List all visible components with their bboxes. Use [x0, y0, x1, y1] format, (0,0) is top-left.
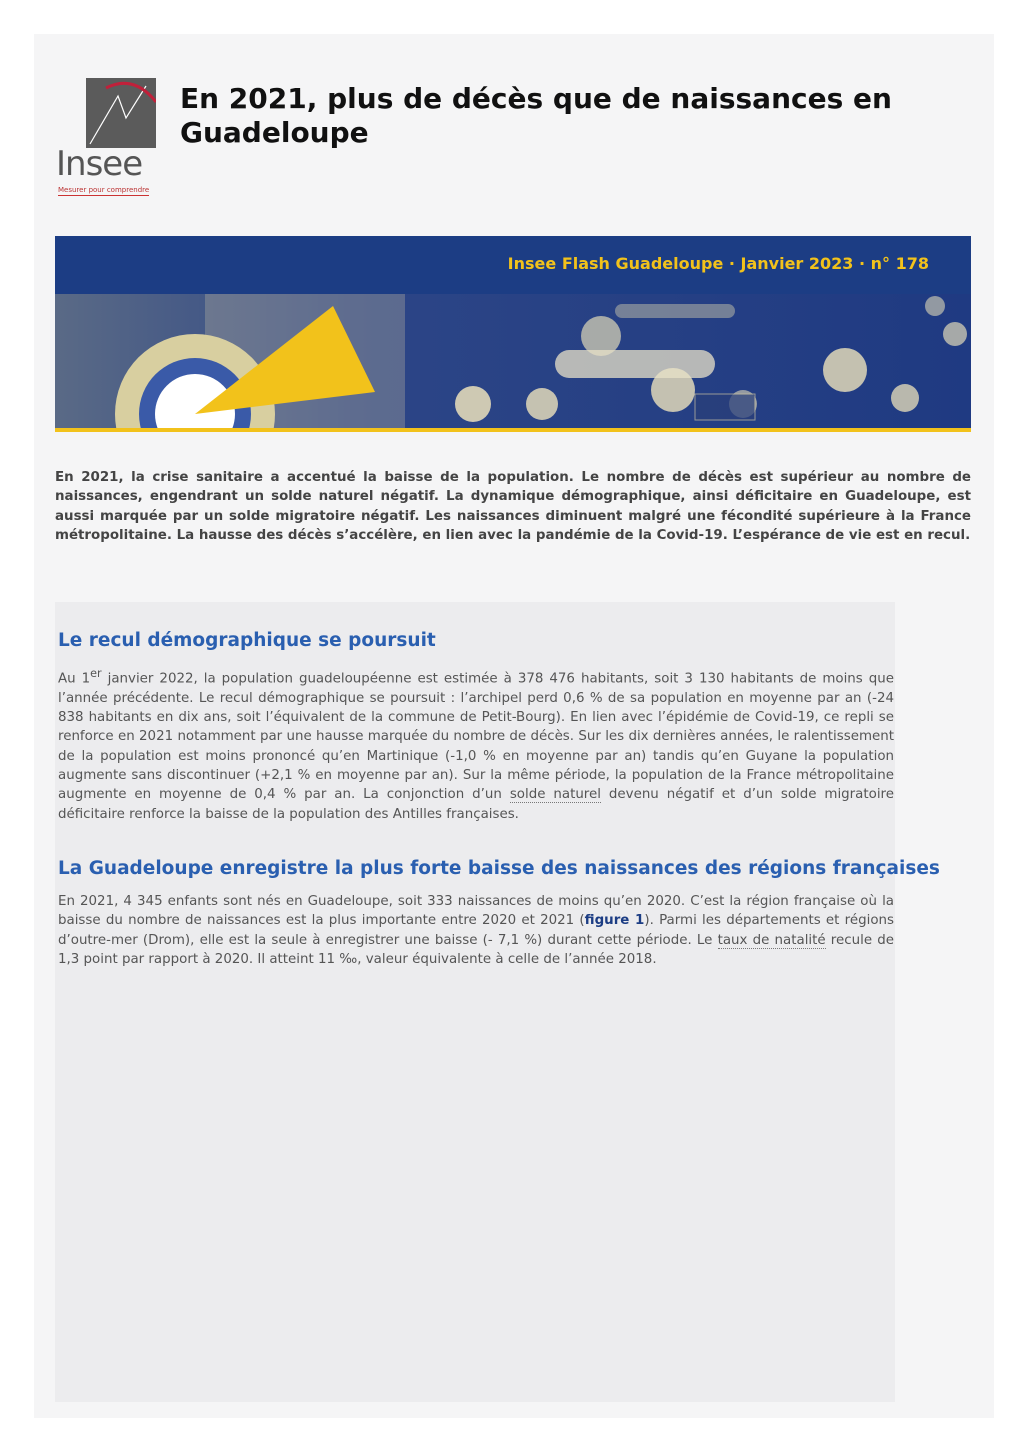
publication-banner [55, 236, 971, 294]
intro-summary: En 2021, la crise sanitaire a accentué la baisse de la population. Le nombre de décès est supérieur au nombre de naissances, engendrant un solde naturel négatif. La dynamique démographique, ainsi déficitaire en Guadeloupe, est aussi marquée par un solde migratoire négatif. Les naissances diminuent malgré une fécondité supérieure à la France métropolitaine. La hausse des décès s’accélère, en lien avec la pandémie de la Covid-19. L’espérance de vie est en recul. [55, 470, 971, 544]
article-body [55, 602, 940, 1402]
section-heading: La Guadeloupe enregistre la plus forte baisse des naissances des régions françaises [58, 858, 940, 879]
publication-label: Insee Flash Guadeloupe · Janvier 2023 · n° 178 [507, 254, 929, 273]
glossary-term-link[interactable]: taux de natalité [717, 932, 826, 948]
page-title: En 2021, plus de décès que de naissances en Guadeloupe [180, 82, 892, 149]
document-page [34, 34, 994, 1418]
figure-link[interactable]: figure 1 [584, 913, 645, 929]
glossary-term-link[interactable]: solde naturel [509, 787, 601, 803]
banner-illustration [55, 294, 971, 432]
logo-mark [86, 78, 156, 148]
section-heading: Le recul démographique se poursuit [58, 630, 436, 651]
insee-logo[interactable] [56, 78, 166, 194]
section-paragraph: Au 1er janvier 2022, la population guadeloupéenne est estimée à 378 476 habitants, soit 3 130 habitants de moins que l’année précédente. Le recul démographique se poursuit : l’archipel perd 0,6 % de sa population en moyenne par an (-24 838 habitants en dix ans, soit l’équivalent de la commune de Petit-Bourg). En lien avec l’épidémie de Covid-19, ce repli se renforce en 2021 notamment par une hausse marquée du nombre de décès. Sur les dix dernières années, le ralentissement de la population est moins prononcé qu’en Martinique (-1,0 % en moyenne par an) tandis qu’en Guyane la population augmente sans discontinuer (+2,1 % en moyenne par an). Sur la même période, la population de la France métropolitaine augmente en moyenne de 0,4 % par an. La conjonction d’un solde naturel devenu négatif et d’un solde migratoire déficitaire renforce la baisse de la population des Antilles françaises. [58, 667, 895, 822]
logo-tagline: Mesurer pour comprendre [58, 186, 150, 194]
logo-wordmark: Insee [56, 144, 143, 184]
section-paragraph: En 2021, 4 345 enfants sont nés en Guadeloupe, soit 333 naissances de moins qu’en 2020. C’est la région française où la baisse du nombre de naissances est la plus importante entre 2020 et 2021 (figure 1). Parmi les départements et régions d’outre-mer (Drom), elle est la seule à enregistrer une baisse (- 7,1 %) durant cette période. Le taux de natalité recule de 1,3 point par rapport à 2020. Il atteint 11 ‰, valeur équivalente à celle de l’année 2018. [58, 894, 894, 967]
